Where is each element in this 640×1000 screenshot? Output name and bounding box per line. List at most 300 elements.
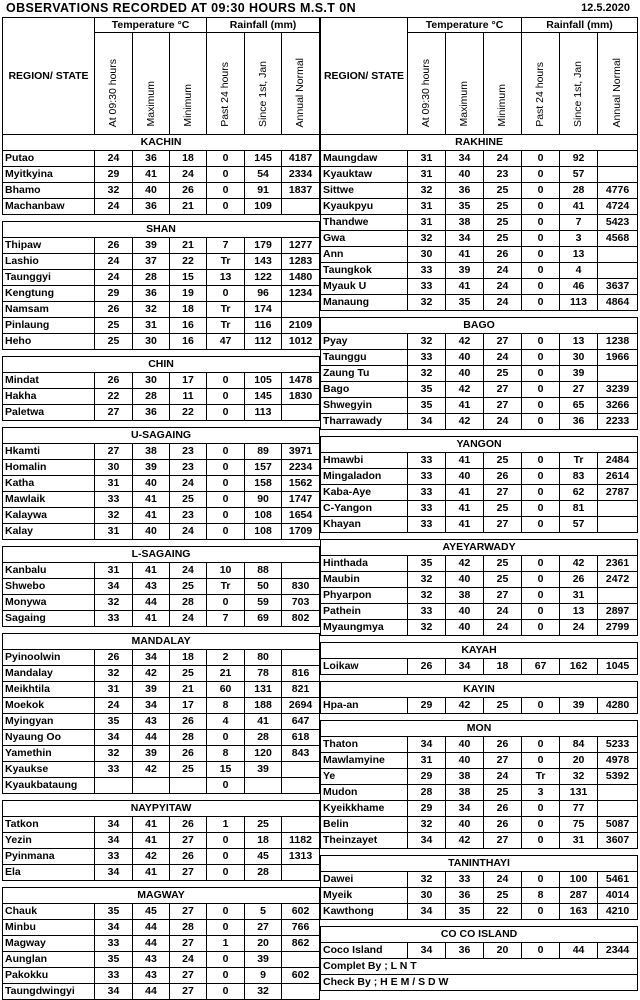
value-cell: 27 bbox=[484, 517, 522, 533]
table-row bbox=[321, 737, 638, 753]
value-cell: 34 bbox=[95, 817, 133, 833]
value-cell: 3 bbox=[522, 785, 560, 801]
value-cell: 42 bbox=[133, 849, 170, 865]
value-cell: 18 bbox=[170, 302, 207, 318]
table-row bbox=[3, 318, 320, 334]
value-cell: 2614 bbox=[598, 469, 638, 485]
value-cell: 39 bbox=[133, 460, 170, 476]
station-name: Pinlaung bbox=[3, 318, 95, 334]
value-cell bbox=[598, 366, 638, 382]
table-row bbox=[321, 453, 638, 469]
value-cell: 30 bbox=[560, 350, 598, 366]
value-cell: 32 bbox=[95, 183, 133, 199]
value-cell: 32 bbox=[408, 872, 446, 888]
value-cell: 3239 bbox=[598, 382, 638, 398]
value-cell: 34 bbox=[95, 865, 133, 881]
value-cell: 179 bbox=[245, 238, 282, 254]
value-cell: 36 bbox=[446, 888, 484, 904]
value-cell: 24 bbox=[484, 263, 522, 279]
value-cell: 20 bbox=[245, 936, 282, 952]
station-name: Mandalay bbox=[3, 666, 95, 682]
value-cell: 703 bbox=[282, 595, 320, 611]
header-col bbox=[245, 33, 282, 135]
spacer-cell bbox=[3, 540, 320, 547]
value-cell: 33 bbox=[95, 492, 133, 508]
value-cell: 0 bbox=[522, 263, 560, 279]
value-cell: 0 bbox=[207, 167, 245, 183]
value-cell: 0 bbox=[207, 984, 245, 1000]
value-cell: 18 bbox=[245, 833, 282, 849]
section-spacer bbox=[3, 421, 320, 428]
value-cell: 5461 bbox=[598, 872, 638, 888]
table-row bbox=[3, 444, 320, 460]
value-cell: 41 bbox=[133, 167, 170, 183]
value-cell: 1182 bbox=[282, 833, 320, 849]
spacer-cell bbox=[321, 636, 638, 643]
value-cell: 4014 bbox=[598, 888, 638, 904]
value-cell: 75 bbox=[560, 817, 598, 833]
value-cell: 0 bbox=[207, 524, 245, 540]
value-cell: 40 bbox=[446, 572, 484, 588]
value-cell bbox=[282, 778, 320, 794]
value-cell: 60 bbox=[207, 682, 245, 698]
value-cell: 27 bbox=[484, 382, 522, 398]
value-cell: 34 bbox=[95, 579, 133, 595]
station-name: Theinzayet bbox=[321, 833, 408, 849]
spacer-cell bbox=[3, 627, 320, 634]
value-cell: 44 bbox=[133, 730, 170, 746]
value-cell: 32 bbox=[560, 769, 598, 785]
value-cell: 40 bbox=[446, 366, 484, 382]
value-cell: 3266 bbox=[598, 398, 638, 414]
value-cell: 41 bbox=[446, 279, 484, 295]
section-title: BAGO bbox=[321, 318, 638, 334]
value-cell: 26 bbox=[484, 469, 522, 485]
value-cell: 26 bbox=[95, 302, 133, 318]
value-cell: 143 bbox=[245, 254, 282, 270]
table-row bbox=[321, 833, 638, 849]
table-row bbox=[3, 286, 320, 302]
value-cell: 25 bbox=[484, 888, 522, 904]
value-cell: 29 bbox=[408, 769, 446, 785]
value-cell: 42 bbox=[446, 382, 484, 398]
value-cell: 41 bbox=[446, 398, 484, 414]
value-cell: 32 bbox=[408, 231, 446, 247]
value-cell: 41 bbox=[446, 247, 484, 263]
value-cell: 113 bbox=[245, 405, 282, 421]
value-cell: 31 bbox=[408, 167, 446, 183]
value-cell: 21 bbox=[170, 238, 207, 254]
table-row bbox=[321, 501, 638, 517]
value-cell: 29 bbox=[408, 698, 446, 714]
header-col-label: Since 1st, Jan bbox=[572, 61, 585, 127]
value-cell: 41 bbox=[133, 611, 170, 627]
value-cell: 41 bbox=[133, 492, 170, 508]
value-cell: 0 bbox=[522, 350, 560, 366]
footer-row bbox=[321, 975, 638, 991]
value-cell: 0 bbox=[522, 279, 560, 295]
value-cell bbox=[282, 199, 320, 215]
value-cell: 0 bbox=[207, 508, 245, 524]
value-cell: 0 bbox=[522, 572, 560, 588]
value-cell: 0 bbox=[522, 183, 560, 199]
value-cell bbox=[598, 263, 638, 279]
value-cell: 31 bbox=[95, 682, 133, 698]
value-cell: 23 bbox=[170, 460, 207, 476]
value-cell: 162 bbox=[560, 659, 598, 675]
header-col bbox=[282, 33, 320, 135]
value-cell: 13 bbox=[560, 247, 598, 263]
station-name: Maungdaw bbox=[321, 151, 408, 167]
value-cell: 41 bbox=[560, 199, 598, 215]
completed-by: Complet By ; L N T bbox=[321, 959, 638, 975]
value-cell: 43 bbox=[133, 714, 170, 730]
value-cell: 57 bbox=[560, 517, 598, 533]
station-name: Nyaung Oo bbox=[3, 730, 95, 746]
table-row bbox=[321, 817, 638, 833]
station-name: Hkamti bbox=[3, 444, 95, 460]
section-spacer bbox=[321, 430, 638, 437]
value-cell: 602 bbox=[282, 968, 320, 984]
station-name: Minbu bbox=[3, 920, 95, 936]
station-name: Dawei bbox=[321, 872, 408, 888]
section-spacer bbox=[321, 920, 638, 927]
value-cell: 0 bbox=[207, 865, 245, 881]
value-cell: 21 bbox=[170, 199, 207, 215]
value-cell: 31 bbox=[95, 476, 133, 492]
station-name: Sittwe bbox=[321, 183, 408, 199]
station-name: Bhamo bbox=[3, 183, 95, 199]
value-cell: 0 bbox=[522, 517, 560, 533]
station-name: Ye bbox=[321, 769, 408, 785]
value-cell: 30 bbox=[133, 373, 170, 389]
header-region: REGION/ STATE bbox=[3, 18, 95, 135]
value-cell: 13 bbox=[560, 604, 598, 620]
value-cell: 35 bbox=[446, 904, 484, 920]
value-cell: 602 bbox=[282, 904, 320, 920]
section-row bbox=[321, 437, 638, 453]
table-row bbox=[321, 167, 638, 183]
value-cell: 50 bbox=[245, 579, 282, 595]
value-cell: 0 bbox=[207, 492, 245, 508]
table-row bbox=[3, 730, 320, 746]
value-cell: 34 bbox=[408, 904, 446, 920]
value-cell: 39 bbox=[133, 238, 170, 254]
value-cell: 0 bbox=[522, 295, 560, 311]
spacer-cell bbox=[3, 881, 320, 888]
station-name: Mawlaik bbox=[3, 492, 95, 508]
value-cell: 0 bbox=[207, 849, 245, 865]
value-cell: 54 bbox=[245, 167, 282, 183]
table-row bbox=[321, 904, 638, 920]
value-cell: 0 bbox=[522, 833, 560, 849]
section-spacer bbox=[3, 350, 320, 357]
station-name: Taungkok bbox=[321, 263, 408, 279]
value-cell: 0 bbox=[207, 778, 245, 794]
value-cell: 32 bbox=[95, 595, 133, 611]
left-observations-table bbox=[2, 17, 320, 1000]
value-cell: 34 bbox=[408, 737, 446, 753]
station-name: Aunglan bbox=[3, 952, 95, 968]
value-cell: 31 bbox=[133, 318, 170, 334]
value-cell: 27 bbox=[484, 588, 522, 604]
value-cell: 26 bbox=[170, 714, 207, 730]
value-cell: 27 bbox=[170, 968, 207, 984]
value-cell: 24 bbox=[484, 295, 522, 311]
value-cell: 20 bbox=[560, 753, 598, 769]
station-name: Thipaw bbox=[3, 238, 95, 254]
value-cell: 1045 bbox=[598, 659, 638, 675]
value-cell: Tr bbox=[522, 769, 560, 785]
value-cell: 1313 bbox=[282, 849, 320, 865]
section-spacer bbox=[321, 311, 638, 318]
station-name: Taungdwingyi bbox=[3, 984, 95, 1000]
value-cell: 40 bbox=[133, 524, 170, 540]
value-cell: 0 bbox=[522, 588, 560, 604]
station-name: Kawthong bbox=[321, 904, 408, 920]
value-cell: 3 bbox=[560, 231, 598, 247]
section-spacer bbox=[321, 849, 638, 856]
value-cell: 24 bbox=[484, 604, 522, 620]
value-cell: 0 bbox=[522, 231, 560, 247]
header-col-label: Annual Normal bbox=[294, 57, 307, 127]
section-title: KAYIN bbox=[321, 682, 638, 698]
value-cell: 0 bbox=[522, 167, 560, 183]
header-col-label: Since 1st, Jan bbox=[256, 61, 269, 127]
value-cell: 0 bbox=[522, 398, 560, 414]
value-cell: 8 bbox=[522, 888, 560, 904]
value-cell: 24 bbox=[95, 270, 133, 286]
station-name: Myitkyina bbox=[3, 167, 95, 183]
station-name: Meikhtila bbox=[3, 682, 95, 698]
table-row bbox=[3, 833, 320, 849]
value-cell: 31 bbox=[408, 753, 446, 769]
table-row bbox=[321, 572, 638, 588]
section-title: YANGON bbox=[321, 437, 638, 453]
value-cell: 26 bbox=[95, 650, 133, 666]
value-cell: 22 bbox=[95, 389, 133, 405]
value-cell: 33 bbox=[408, 279, 446, 295]
value-cell: 40 bbox=[446, 620, 484, 636]
value-cell: 15 bbox=[207, 762, 245, 778]
station-name: Bago bbox=[321, 382, 408, 398]
section-row bbox=[3, 801, 320, 817]
value-cell: 25 bbox=[484, 556, 522, 572]
value-cell bbox=[282, 984, 320, 1000]
value-cell: 647 bbox=[282, 714, 320, 730]
value-cell: 131 bbox=[560, 785, 598, 801]
value-cell: 32 bbox=[408, 366, 446, 382]
value-cell: 34 bbox=[446, 151, 484, 167]
value-cell: 26 bbox=[484, 737, 522, 753]
station-name: Mindat bbox=[3, 373, 95, 389]
value-cell: 27 bbox=[484, 833, 522, 849]
header-rainfall: Rainfall (mm) bbox=[522, 18, 638, 33]
section-title: SHAN bbox=[3, 222, 320, 238]
header-col-label: Annual Normal bbox=[611, 57, 624, 127]
value-cell: 25 bbox=[170, 762, 207, 778]
value-cell: 24 bbox=[95, 698, 133, 714]
header-temperature: Temperature °C bbox=[408, 18, 522, 33]
spacer-cell bbox=[3, 794, 320, 801]
table-row bbox=[3, 167, 320, 183]
station-name: Myauk U bbox=[321, 279, 408, 295]
value-cell: 802 bbox=[282, 611, 320, 627]
value-cell: 2 bbox=[207, 650, 245, 666]
value-cell: 32 bbox=[95, 508, 133, 524]
value-cell: 830 bbox=[282, 579, 320, 595]
value-cell: 25 bbox=[484, 501, 522, 517]
value-cell: Tr bbox=[207, 254, 245, 270]
value-cell: 116 bbox=[245, 318, 282, 334]
station-name: Ann bbox=[321, 247, 408, 263]
value-cell: 33 bbox=[408, 501, 446, 517]
value-cell: 0 bbox=[522, 604, 560, 620]
spacer-cell bbox=[3, 215, 320, 222]
value-cell: 41 bbox=[446, 517, 484, 533]
value-cell: 766 bbox=[282, 920, 320, 936]
section-spacer bbox=[321, 714, 638, 721]
value-cell: 26 bbox=[95, 373, 133, 389]
station-name: Pyinmana bbox=[3, 849, 95, 865]
table-row bbox=[3, 183, 320, 199]
value-cell: 0 bbox=[207, 904, 245, 920]
value-cell: 17 bbox=[170, 373, 207, 389]
right-table-body bbox=[321, 135, 638, 991]
table-row bbox=[3, 595, 320, 611]
station-name: Hmawbi bbox=[321, 453, 408, 469]
value-cell: 145 bbox=[245, 151, 282, 167]
value-cell bbox=[598, 167, 638, 183]
value-cell bbox=[282, 762, 320, 778]
header-temperature: Temperature °C bbox=[95, 18, 207, 33]
value-cell: 24 bbox=[484, 350, 522, 366]
value-cell: 43 bbox=[133, 968, 170, 984]
page-title: OBSERVATIONS RECORDED AT 09:30 HOURS M.S.T 0N bbox=[6, 1, 356, 15]
value-cell: 0 bbox=[522, 556, 560, 572]
station-name: Tharrawady bbox=[321, 414, 408, 430]
value-cell: 67 bbox=[522, 659, 560, 675]
value-cell: 39 bbox=[133, 746, 170, 762]
value-cell: 24 bbox=[484, 769, 522, 785]
value-cell: 90 bbox=[245, 492, 282, 508]
value-cell: 34 bbox=[446, 659, 484, 675]
spacer-cell bbox=[321, 311, 638, 318]
station-name: Kalay bbox=[3, 524, 95, 540]
value-cell: 33 bbox=[95, 968, 133, 984]
value-cell: 16 bbox=[170, 334, 207, 350]
table-row bbox=[3, 270, 320, 286]
value-cell: 23 bbox=[170, 508, 207, 524]
station-name: Namsam bbox=[3, 302, 95, 318]
value-cell: 0 bbox=[207, 444, 245, 460]
header-col bbox=[207, 33, 245, 135]
value-cell: 19 bbox=[170, 286, 207, 302]
value-cell: 25 bbox=[170, 492, 207, 508]
value-cell: 39 bbox=[245, 762, 282, 778]
table-row bbox=[321, 215, 638, 231]
value-cell: 33 bbox=[95, 762, 133, 778]
value-cell: 33 bbox=[95, 611, 133, 627]
value-cell: 1234 bbox=[282, 286, 320, 302]
station-name: Thandwe bbox=[321, 215, 408, 231]
value-cell: 38 bbox=[446, 215, 484, 231]
station-name: Moekok bbox=[3, 698, 95, 714]
value-cell: 7 bbox=[560, 215, 598, 231]
value-cell: 4 bbox=[560, 263, 598, 279]
table-row bbox=[321, 785, 638, 801]
station-name: Kalaywa bbox=[3, 508, 95, 524]
value-cell: 0 bbox=[207, 968, 245, 984]
value-cell: 27 bbox=[95, 405, 133, 421]
section-spacer bbox=[3, 794, 320, 801]
value-cell: 24 bbox=[484, 151, 522, 167]
table-row bbox=[3, 389, 320, 405]
value-cell bbox=[282, 405, 320, 421]
value-cell: 1283 bbox=[282, 254, 320, 270]
value-cell: 41 bbox=[245, 714, 282, 730]
value-cell: 4978 bbox=[598, 753, 638, 769]
value-cell: 33 bbox=[408, 350, 446, 366]
value-cell: 39 bbox=[446, 263, 484, 279]
value-cell: 26 bbox=[484, 801, 522, 817]
value-cell: 59 bbox=[245, 595, 282, 611]
value-cell: 24 bbox=[95, 199, 133, 215]
value-cell: 34 bbox=[446, 231, 484, 247]
value-cell: 45 bbox=[133, 904, 170, 920]
value-cell: 27 bbox=[170, 984, 207, 1000]
value-cell: 0 bbox=[522, 366, 560, 382]
section-title: RAKHINE bbox=[321, 135, 638, 151]
section-row bbox=[3, 888, 320, 904]
station-name: Yezin bbox=[3, 833, 95, 849]
value-cell: 4210 bbox=[598, 904, 638, 920]
value-cell: 35 bbox=[95, 952, 133, 968]
station-name: Pyinoolwin bbox=[3, 650, 95, 666]
value-cell: 26 bbox=[408, 659, 446, 675]
value-cell: 44 bbox=[133, 920, 170, 936]
value-cell: 145 bbox=[245, 389, 282, 405]
station-name: Phyarpon bbox=[321, 588, 408, 604]
value-cell: 33 bbox=[408, 263, 446, 279]
section-title: U-SAGAING bbox=[3, 428, 320, 444]
value-cell: 69 bbox=[245, 611, 282, 627]
value-cell: 33 bbox=[408, 517, 446, 533]
value-cell: 34 bbox=[408, 414, 446, 430]
value-cell bbox=[598, 588, 638, 604]
station-name: Myaungmya bbox=[321, 620, 408, 636]
value-cell bbox=[282, 952, 320, 968]
value-cell: 24 bbox=[170, 524, 207, 540]
value-cell: 47 bbox=[207, 334, 245, 350]
value-cell: 618 bbox=[282, 730, 320, 746]
value-cell: 1747 bbox=[282, 492, 320, 508]
value-cell: 26 bbox=[170, 849, 207, 865]
value-cell: 17 bbox=[170, 698, 207, 714]
value-cell: 174 bbox=[245, 302, 282, 318]
value-cell: 24 bbox=[560, 620, 598, 636]
table-row bbox=[3, 817, 320, 833]
value-cell: 43 bbox=[133, 952, 170, 968]
spacer-cell bbox=[3, 350, 320, 357]
section-row bbox=[321, 682, 638, 698]
table-row bbox=[321, 414, 638, 430]
value-cell: 0 bbox=[207, 730, 245, 746]
value-cell: 24 bbox=[95, 151, 133, 167]
value-cell: 2694 bbox=[282, 698, 320, 714]
value-cell bbox=[245, 778, 282, 794]
station-name: Khayan bbox=[321, 517, 408, 533]
